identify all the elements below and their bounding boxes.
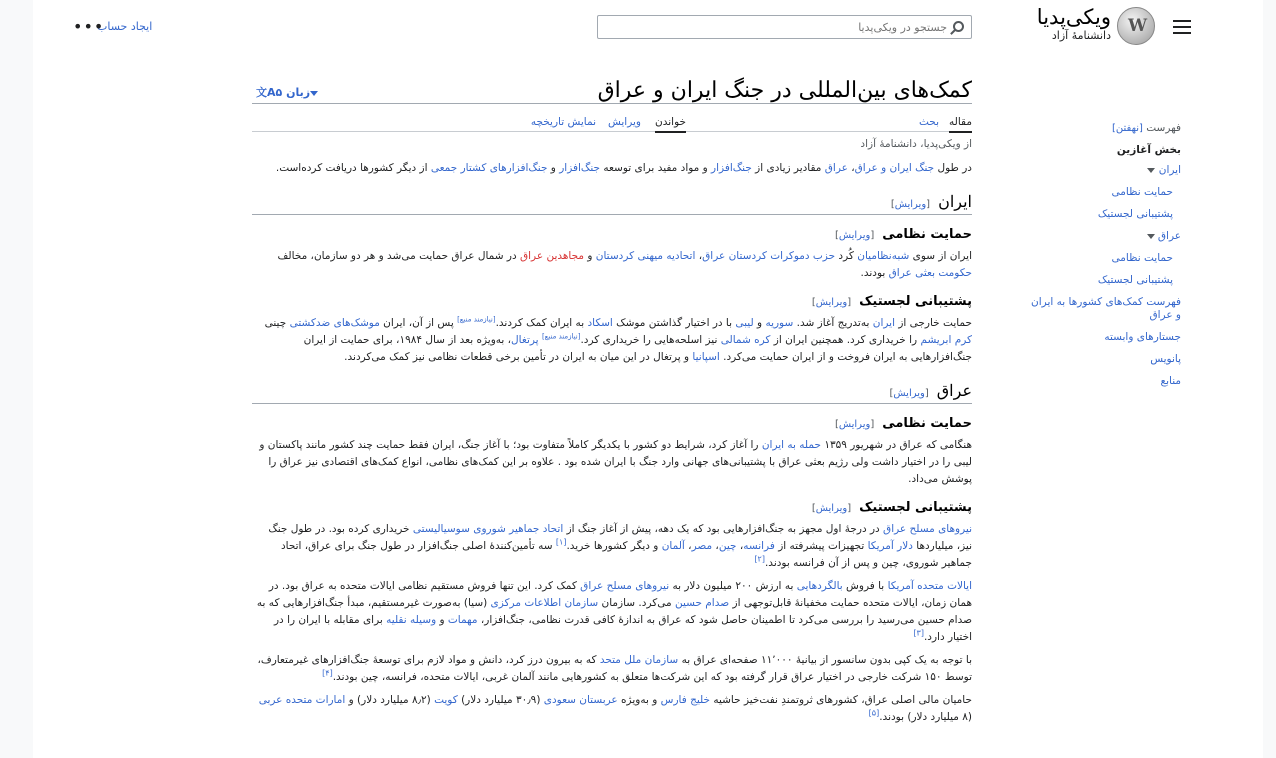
link[interactable]: نیروهای مسلح عراق: [580, 580, 670, 592]
link[interactable]: ایران: [872, 317, 895, 329]
tab-talk[interactable]: بحث: [918, 116, 939, 128]
subsection-heading-iraq-logistics: پشتیبانی لجستیک[ویرایش]: [811, 500, 972, 515]
link[interactable]: اسپانیا: [692, 351, 720, 363]
wordmark-name: ویکی‌پدیا: [1036, 5, 1111, 29]
reference-link[interactable]: [۵]: [868, 708, 880, 718]
link[interactable]: حزب دموکرات کردستان عراق: [702, 250, 836, 262]
link[interactable]: اسکاد: [587, 317, 613, 329]
toc-hide-link[interactable]: [نهفتن]: [1112, 123, 1143, 134]
toc-item-sources[interactable]: [1023, 375, 1181, 388]
toc-item-label[interactable]: عراق: [1157, 230, 1181, 242]
edit-section: [ویرایش]: [889, 388, 929, 399]
subsection-heading-iraq-military: حمایت نظامی[ویرایش]: [834, 416, 972, 431]
link[interactable]: کویت: [434, 694, 458, 706]
wikipedia-globe-logo[interactable]: [1117, 7, 1155, 45]
chevron-down-icon[interactable]: [1147, 234, 1155, 239]
link[interactable]: خلیج فارس: [660, 694, 710, 706]
table-of-contents: [1023, 122, 1181, 397]
edit-section: [ویرایش]: [834, 419, 875, 430]
citation-needed[interactable]: [نیازمند منبع]: [541, 332, 581, 341]
link[interactable]: لیبی: [735, 317, 754, 329]
tab-history[interactable]: نمایش تاریخچه: [530, 116, 596, 128]
paragraph: با توجه به یک کپی بدون سانسور از بیانیهٔ ۱۱٬۰۰۰ صفحه‌ای عراق به سازمان ملل متحد که به بیرون درز کرد، دانش و مواد لازم برای توسعهٔ جنگ‌افزارهای غیرمتعارف، توسط ۱۵۰ شرکت خارجی در اختیار عراق قرار گرفته بود که این شرکت‌ها متعلق به کشورهایی مانند آلمان غربی، ایالات متحده، فرانسه، چین بودند.[۴]: [257, 654, 972, 683]
toc-item-label[interactable]: فهرست کمک‌های کشورها به ایران و عراق: [1031, 296, 1181, 321]
language-count: ۵ زبان: [275, 86, 311, 99]
edit-section: [ویرایش]: [890, 199, 931, 210]
toc-item-iran-military[interactable]: [1023, 186, 1181, 199]
toc-item-see-also[interactable]: [1023, 331, 1181, 344]
language-icon: 文A: [256, 86, 276, 99]
toc-item-label[interactable]: جستارهای وابسته: [1104, 331, 1181, 343]
paragraph: نیروهای مسلح عراق در درجهٔ اول مجهز به جنگ‌افزارهایی بود که یک دهه، پیش از آغاز جنگ از اتحاد جماهیر شوروی سوسیالیستی خریداری کرده بود. در طول جنگ نیز، میلیاردها دلار آمریکا تجهیزات پیشرفته از فرانسه، چین، مصر، آلمان و دیگر کشورها خرید.[۱] سه تأمین‌کنندهٔ اصلی جنگ‌افزار در طول جنگ برای عراق، اتحاد جماهیر شوروی، چین و پس از آن فرانسه بودند.[۲]: [268, 523, 972, 569]
link[interactable]: وسیله نقلیه: [386, 614, 437, 626]
link[interactable]: پرتغال: [511, 334, 539, 346]
toc-item-notes[interactable]: [1023, 353, 1181, 366]
chevron-down-icon[interactable]: [1147, 168, 1155, 173]
link[interactable]: حکومت بعثی عراق: [888, 267, 972, 279]
link[interactable]: امارات متحده عربی: [258, 694, 346, 706]
title-row: [252, 72, 972, 104]
link[interactable]: عراق: [824, 162, 848, 174]
link[interactable]: فرانسه: [743, 540, 775, 552]
tab-article[interactable]: مقاله: [949, 116, 972, 133]
toc-item-label[interactable]: حمایت نظامی: [1111, 252, 1173, 264]
link[interactable]: کره شمالی: [720, 334, 771, 346]
link[interactable]: حمله به ایران: [761, 439, 821, 451]
edit-section: [ویرایش]: [811, 297, 852, 308]
reference-link[interactable]: [۱]: [555, 537, 567, 547]
toc-title: فهرست: [1146, 122, 1181, 134]
toc-item-iran-logistics[interactable]: [1023, 208, 1181, 221]
reference-link[interactable]: [۳]: [913, 628, 924, 638]
toc-item-label[interactable]: ایران: [1158, 164, 1181, 176]
reference-link[interactable]: [۲]: [754, 554, 765, 564]
toc-item-label[interactable]: پشتیبانی لجستیک: [1097, 208, 1173, 220]
subsection-heading-iran-military: حمایت نظامی[ویرایش]: [834, 227, 972, 242]
link[interactable]: بالگردهایی: [796, 580, 843, 592]
paragraph: ایران از سوی شبه‌نظامیان کُرد حزب دموکرات کردستان عراق، اتحادیه میهنی کردستان و مجاهدین عراق در شمال عراق حمایت می‌شد و هر دو سازمان، مخالف حکومت بعثی عراق بودند.: [277, 250, 972, 279]
link[interactable]: جنگ‌افزارهای کشتار جمعی: [430, 162, 548, 174]
link[interactable]: آلمان: [661, 540, 685, 552]
section-heading-iraq: عراق[ویرایش]: [252, 381, 972, 404]
paragraph: حامیان مالی اصلی عراق، کشورهای ثروتمندِ نفت‌خیز حاشیه خلیج فارس و به‌ویژه عربستان سعودی (۳۰٫۹ میلیارد دلار) کویت (۸٫۲ میلیارد دلار) و امارات متحده عربی (۸ میلیارد دلار) بودند.[۵]: [258, 694, 972, 723]
link[interactable]: ایالات متحده آمریکا: [887, 580, 972, 592]
main-menu-icon[interactable]: [1170, 16, 1194, 38]
page-title: کمک‌های بین‌المللی در جنگ ایران و عراق: [597, 78, 972, 103]
edit-section: [ویرایش]: [811, 503, 852, 514]
reference-link[interactable]: [۴]: [322, 668, 333, 678]
wordmark-tagline: دانشنامهٔ آزاد: [1051, 29, 1111, 42]
paragraph: حمایت خارجی از ایران به‌تدریج آغاز شد. سوریه و لیبی با در اختیار گذاشتن موشک اسکاد به ایران کمک کردند.[نیازمند منبع] پس از آن، ایران موشک‌های ضدکشتی چینی کرم ابریشم را خریداری کرد. همچنین ایران از کره شمالی نیز اسلحه‌هایی را خریداری کرد.[نیازمند منبع] پرتغال، به‌ویژه بعد از سال ۱۹۸۴، برای حمایت از ایران جنگ‌افزارهایی به ایران فروخت و از ایران حمایت می‌کرد. اسپانیا و پرتغال در این میان به ایران در تأمین برخی قطعات نظامی نیز کمک می‌کردند.: [264, 315, 972, 363]
more-options-icon[interactable]: •••: [73, 17, 105, 36]
citation-needed[interactable]: [نیازمند منبع]: [457, 315, 496, 324]
toc-header: [1023, 122, 1181, 134]
page: [33, 0, 1263, 758]
toc-item-iraq-logistics[interactable]: [1023, 274, 1181, 287]
link[interactable]: عربستان سعودی: [543, 694, 618, 706]
edit-section-link[interactable]: ویرایش: [893, 388, 925, 399]
paragraph: ایالات متحده آمریکا با فروش بالگردهایی به ارزش ۲۰۰ میلیون دلار به نیروهای مسلح عراق کمک کرد. این تنها فروش مستقیم نظامی ایالات متحده به عراق بود. در همان زمان، ایالات متحده حمایت مخفیانهٔ قابل‌توجهی از صدام حسین می‌کرد. سازمان سازمان اطلاعات مرکزی (سیا) به‌صورت غیرمستقیم، مبدأ جنگ‌افزارهایی که به صدام حسین می‌رسید را بررسی می‌کرد تا اطمینان حاصل شود که عراق به اندازهٔ کافی قدرت نظامی، جنگ‌افزار، مهمات و وسیله نقلیه برای مقابله با ایران را در اختیار دارد.[۳]: [256, 580, 972, 643]
search-input[interactable]: [602, 17, 947, 39]
link[interactable]: چین: [718, 540, 737, 552]
link[interactable]: صدام حسین: [674, 597, 730, 609]
chevron-down-icon: [310, 91, 318, 96]
create-account-link[interactable]: ایجاد حساب: [97, 20, 153, 33]
tab-read[interactable]: خواندن: [655, 116, 686, 133]
edit-section-link[interactable]: ویرایش: [815, 297, 848, 308]
toc-item-top[interactable]: بخش آغازین: [1116, 144, 1181, 156]
wordmark[interactable]: [1013, 4, 1111, 42]
search-box[interactable]: [597, 15, 972, 39]
section-heading-iran: ایران[ویرایش]: [252, 192, 972, 215]
toc-item-iraq[interactable]: [1023, 230, 1181, 243]
paragraph: هنگامی که عراق در شهریور ۱۳۵۹ حمله به ایران را آغاز کرد، شرایط دو کشور با یکدیگر کاملاً متفاوت بود؛ با آغاز جنگ، ایران فقط حمایت چند کشور مانند پاکستان و لیبی را در اختیار داشت ولی رژیم بعثی عراق با پشتیبانی‌های جهانی وارد جنگ با ایران شده بود . علاوه بر این کمک‌های نظامی، انواع کمک‌های اقتصادی نیز عراق را پوشش می‌داد.: [259, 439, 972, 485]
site-tagline: از ویکی‌پدیا، دانشنامهٔ آزاد: [860, 138, 972, 150]
language-button[interactable]: [252, 84, 321, 100]
search-icon[interactable]: [953, 21, 964, 32]
lead-paragraph: در طول جنگ ایران و عراق، عراق مقادیر زیادی از جنگ‌افزار و مواد مفید برای توسعه جنگ‌افزار و جنگ‌افزارهای کشتار جمعی از دیگر کشورها دریافت کرده‌است.: [275, 162, 972, 174]
link[interactable]: مصر: [691, 540, 713, 552]
link[interactable]: سازمان اطلاعات مرکزی: [490, 597, 599, 609]
edit-section: [ویرایش]: [834, 230, 875, 241]
link[interactable]: کرم ابریشم: [920, 334, 972, 346]
toc-item-label[interactable]: منابع: [1160, 375, 1181, 387]
edit-section-link[interactable]: ویرایش: [815, 503, 848, 514]
link[interactable]: سوریه: [765, 317, 794, 329]
link[interactable]: اتحاد جماهیر شوروی سوسیالیستی: [412, 523, 564, 535]
link[interactable]: جنگ ایران و عراق: [854, 162, 935, 174]
link[interactable]: سازمان ملل متحد: [599, 654, 679, 666]
link[interactable]: نیروهای مسلح عراق: [883, 523, 972, 535]
subsection-heading-iran-logistics: پشتیبانی لجستیک[ویرایش]: [811, 294, 972, 309]
link[interactable]: دلار آمریکا: [867, 540, 913, 552]
link[interactable]: جنگ‌افزار: [559, 162, 600, 174]
edit-section-link[interactable]: ویرایش: [838, 419, 871, 430]
link[interactable]: اتحادیه میهنی کردستان: [595, 250, 696, 262]
page-tabs: [252, 104, 972, 132]
toc-item-label[interactable]: پشتیبانی لجستیک: [1097, 274, 1173, 286]
tab-edit[interactable]: ویرایش: [607, 116, 641, 128]
article: [252, 72, 972, 726]
toc-item-iran[interactable]: [1023, 164, 1181, 177]
link[interactable]: شبه‌نظامیان: [857, 250, 910, 262]
redlink[interactable]: مجاهدین عراق: [519, 250, 585, 262]
link[interactable]: مهمات: [447, 614, 478, 626]
link[interactable]: موشک‌های ضدکشتی: [289, 317, 380, 329]
link[interactable]: جنگ‌افزار: [711, 162, 752, 174]
edit-section-link[interactable]: ویرایش: [894, 199, 927, 210]
toc-item-label[interactable]: پانویس: [1150, 353, 1181, 365]
edit-section-link[interactable]: ویرایش: [838, 230, 871, 241]
toc-item-aid-list[interactable]: [1023, 296, 1181, 322]
toc-item-iraq-military[interactable]: [1023, 252, 1181, 265]
toc-item-label[interactable]: حمایت نظامی: [1111, 186, 1173, 198]
